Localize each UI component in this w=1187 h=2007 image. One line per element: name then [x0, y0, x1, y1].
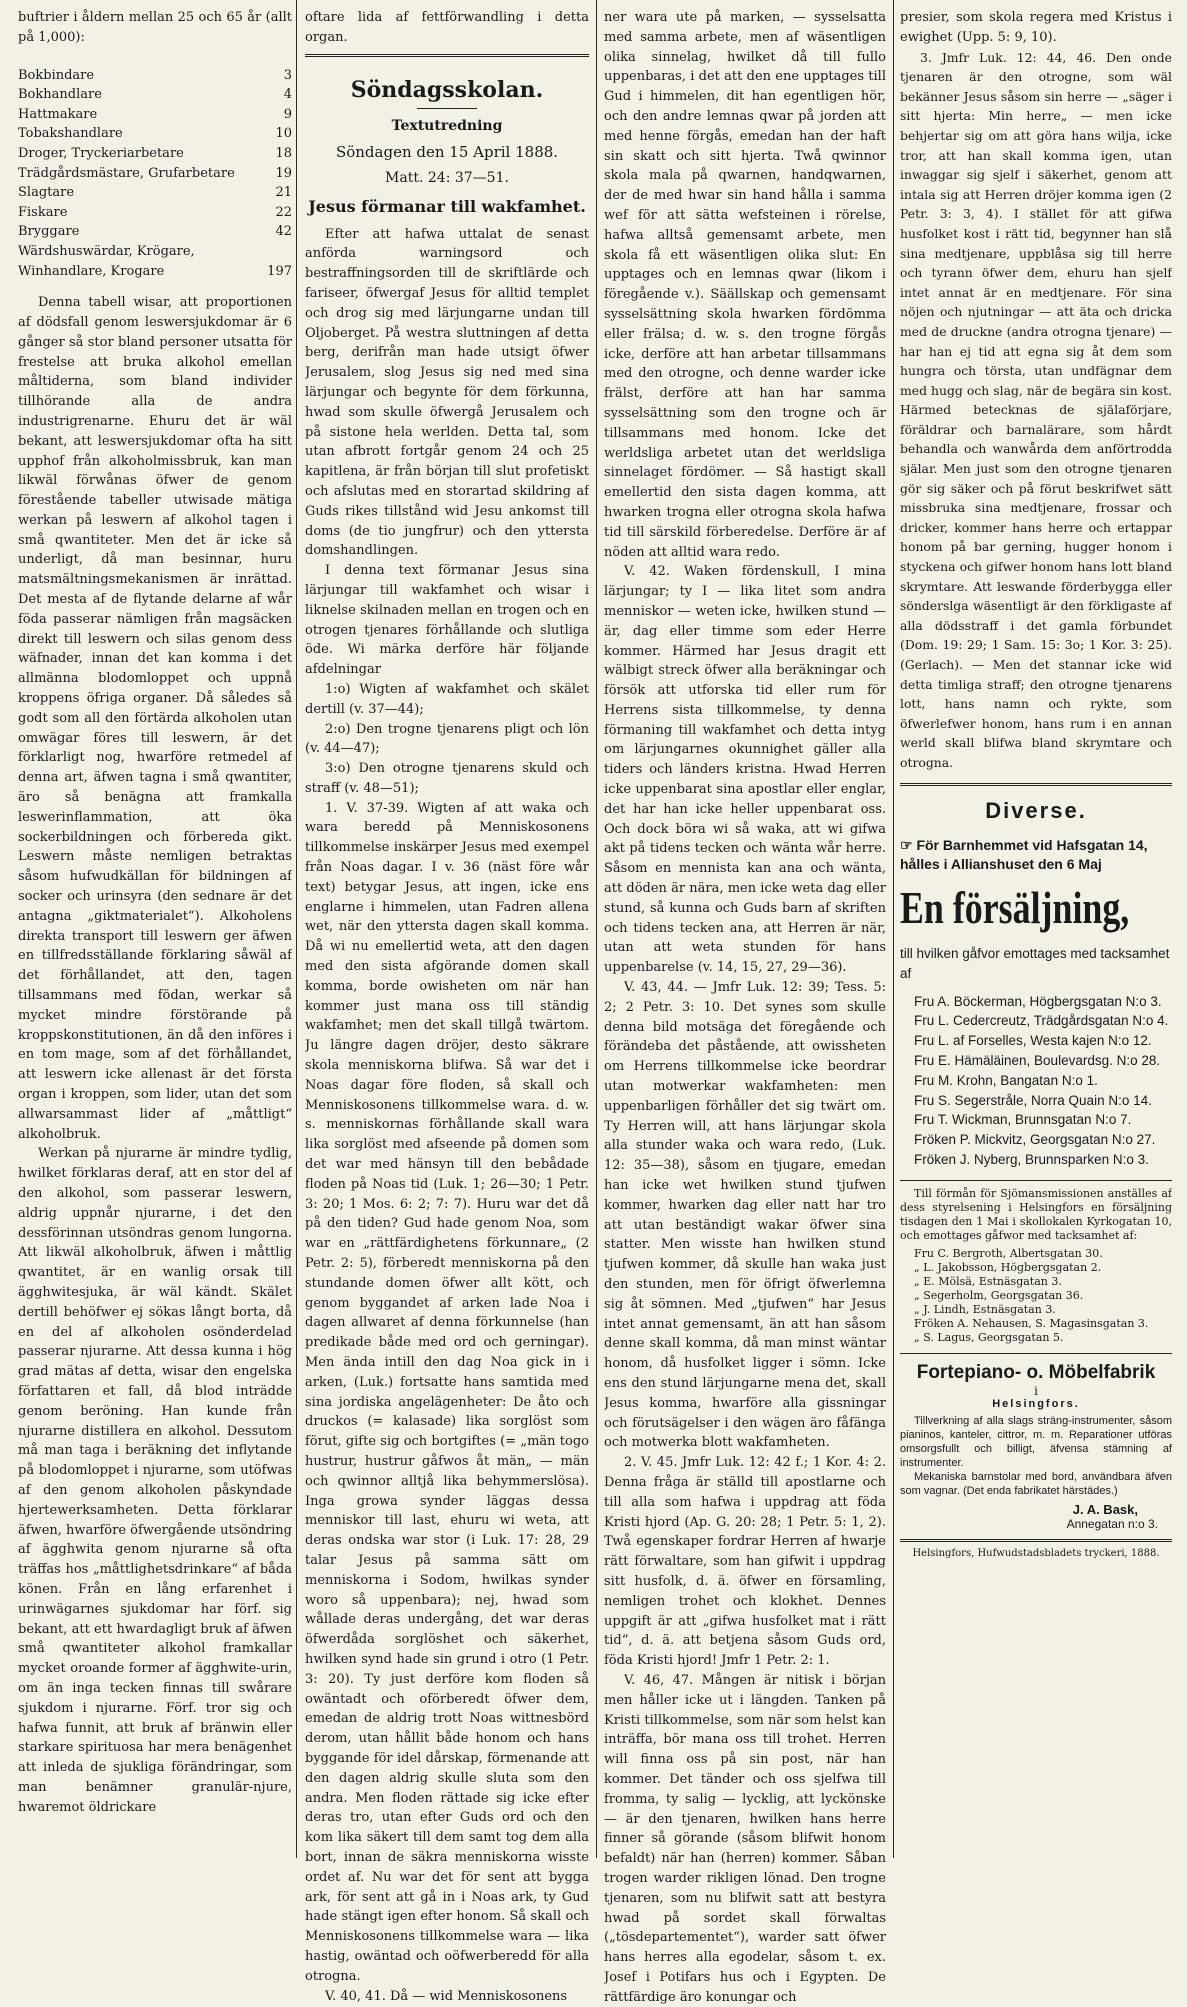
- section-divider: [305, 54, 589, 57]
- section-divider: [900, 1353, 1172, 1354]
- list-item: Fröken P. Mickvitz, Georgsgatan N:o 27.: [914, 1132, 1156, 1148]
- article-paragraph: 1. V. 37-39. Wigten af att waka och wara beredd på Menniskosonens tillkommelse inskärper Jesus med exempel från Noas dagar. I v. 36 (näst före wår text) betygar Jesus, att ingen, icke ens englarne i himmelen, utan Fadren allena wet, när den yttersta dagen skall komma. Då wi nu emellertid weta, att den dagen med den sista afgörande domen skall komma, borde owisheten om när han kommer just mana oss till ständig wakfamhet; men det skall tillgå twärtom. Ju längre dagen dröjer, desto säkrare skola menniskorna blifwa. Så war det i Noas dagar före floden, så skall och Menniskosonens tillkommelse wara. d. w. s. menniskornas förhållande skall wara lika sorglöst med afseende på domen som det war med hänsyn till den bebådade floden på Noas tid (Luk. 1; 26—30; 1 Petr. 3: 20; 1 Mos. 6: 2; 7: 7). Huru war det då på den tiden? Gud hade genom Noa, som war en „rättfärdighetens förkunnare„ (2 Petr. 2: 5), förberedt menniskorna på den stundande domen öfwer allt kött, och genom byggandet af arken lade Noa i dagen allwaret af denna förkunnelse (han predikade både med ord och gerningar). Men ända intill den dag Noa gick in i arken, (Luk.) fortsatte hans samtida med sina jordiska angelägenheter: De åto och druckos (= kalasade) lika sorglöst som förut, gifte sig och bortgiftes (= „män togo hustrur, hustrur gåfwos åt män„ — män och qwinnor alltjå lika behymmerslösa). Inga growa synder läggas dessa menniskor till last, ehuru wi weta, att deras ondska war stor (i Luk. 17: 28, 29 talar Jesus på samma sätt om menniskorna i Sodom, hwilkas synder woro så uppenbara); nej, hwad som wållade deras undergång, det war deras öfwerdåda sorglöshet och säkerhet, hwilken synd hade sin grund i otro (1 Petr. 3: 20). Ty just derföre kom floden så owäntadt och oförberedt öfwer dem, emedan de aldrig trott Noas wittnesbörd derom, utan hållit både honom och hans byggande för idel dårskap, förmenande att den dagen aldrig skulle sluta som den andra. Men floden rättade sig icke efter deras tro, utan efter Guds ord och den kom lika säkert till dem samt tog dem alla bort, innan de säkra menniskorna wisste ordet af. Nu war det för sent att bygga ark, för sent att gå in i Noas ark, ty Gud hade stängt igen efter honom. Så skall och Menniskosonens tillkommelse wara — lika hastig, owäntad och oöfwerberedd för alla otrogna.: [305, 800, 589, 1984]
- occupation-value: 21: [275, 185, 292, 201]
- occupation-label: Trädgårdsmästare, Grufarbetare: [18, 165, 235, 181]
- list-item: Fru T. Wickman, Brunnsgatan N:o 7.: [914, 1112, 1132, 1128]
- occupation-label: Fiskare: [18, 204, 68, 220]
- mission-donor-list: [900, 1247, 1172, 1345]
- piano-address: Annegatan n:o 3.: [1066, 1516, 1158, 1531]
- column-rule: [596, 0, 597, 1858]
- occupation-value: 3: [283, 67, 292, 83]
- article-paragraph: 3:o) Den otrogne tjenarens skuld och straff (v. 48—51);: [305, 761, 589, 796]
- article-paragraph: 1:o) Wigten af wakfamhet och skälet dertill (v. 37—44);: [305, 681, 589, 717]
- section-divider: [900, 1539, 1172, 1542]
- occupation-label: Bokhandlare: [18, 87, 102, 103]
- occupation-value: 9: [283, 106, 292, 122]
- list-item: Fru A. Böckerman, Högbergsgatan N:o 3.: [914, 993, 1162, 1009]
- table-row: [18, 222, 292, 242]
- table-row: [18, 85, 292, 105]
- table-row: [18, 144, 292, 164]
- title-underline: [417, 108, 477, 109]
- list-item: „ E. Mölsä, Estnäsgatan 3.: [914, 1274, 1062, 1288]
- list-item: „ L. Jakobsson, Högbergsgatan 2.: [914, 1260, 1102, 1274]
- donor-list: [900, 992, 1172, 1170]
- list-item: Fru S. Segerstråle, Norra Quain N:o 14.: [914, 1092, 1152, 1108]
- occupation-value: 197: [267, 263, 292, 279]
- list-item: Fru C. Bergroth, Albertsgatan 30.: [914, 1246, 1103, 1260]
- article-paragraph: V. 43, 44. — Jmfr Luk. 12: 39; Tess. 5: 2; 2 Petr. 3: 10. Det synes som skulle denna bild motsäga det föregående och förändeba det påstående, att owissheten om Herrens tillkommelse icke beordrar utan motwerkar wakfamheten: men uppenbarligen förhåller det sig twärt om. Ty Herren will, att hans lärjungar skola alla stunder waka och wara redo, (Luk. 12: 35—38), såsom en tjugare, emedan han icke wet hwilken stund tjufwen kommer, hwarken dag eller natt har tro att utan beständigt wakar öfwer sina statter. Men wisste han hwilken stund tjufwen kommer, då skulle han waka just den stunden, men för öfrigt öfwerlemna sig åt sömnen. Med „tjufwen“ har Jesus intet annat gemensamt, än att han såsom denne skall komma, då man minst wäntar honom, då husfolket ligger i sömn. Icke ens den stund lärjungarne mena det, skall Jesus komma, hwarföre alla gissningar och förutsägelser i den wägen äro fåfänga och motwerka blott wakfamheten.: [604, 980, 886, 1451]
- mission-notice: Till förmån för Sjömansmissionen anställes af dess styrelsening i Helsingfors en försäljning tisdagen den 1 Mai i skollokalen Kyrkogatan 10, och emottages gåfwor med tacksamhet af:: [900, 1186, 1172, 1242]
- article-paragraph: V. 40, 41. Då — wid Menniskosonens: [325, 1988, 568, 2004]
- sale-headline: En försäljning,: [900, 881, 1130, 933]
- article-paragraph: ner wara ute på marken, — sysselsatta med samma arbete, men af wäsentligen olika sinnelag, hwilket då till fullo uppenbaras, i det att den ene upptages till Gud i himmelen, dit han egentligen hör, och den andre lemnas qwar på jorden att med henne förgås, emedan han der haft sin skatt och sitt hjerta. Twå qwinnor skola mala på qwarnen, handqwarnen, der de med hwar sin hand hålla i samma wef för att sätta wefsteinen i rörelse, hafwa alltså gemensamt arbete, men skola få ett wäsentligen olika slut: En upptages och en lemnas qwar (likom i föregående v.). Säällskap och gemensamt sysselsättning skola hwarken fördömma eller frälsa; d. w. s. den trogne förgås icke, derföre att han arbetar tillsammans med den otrogne, och denne warder icke frälst, derföre att han har samma sysselsättning som den trogne och är tillsammans med honom. Icke det werldsliga arbetet utan det werldsliga sinnelaget fördömer. — Så hastigt skall emellertid den sista dagen komma, att hwarken trogna eller otrogna skola hafwa tid till särskild förberedelse. Derföre är af nöden att alltid wara redo.: [604, 10, 886, 560]
- table-row: [18, 164, 292, 184]
- table-row: [18, 124, 292, 144]
- piano-factory-title: Fortepiano- o. Möbelfabrik: [916, 1361, 1156, 1383]
- article-paragraph: I denna text förmanar Jesus sina lärjungar till wakfamhet och wisar i liknelse skilnaden mellan en trogen och en otrogen tjenares förhållande och slutliga öde. Wi märka derföre här följande afdelningar: [305, 563, 589, 678]
- list-item: Fru L. af Forselles, Westa kajen N:o 12.: [914, 1033, 1152, 1049]
- list-item: Fröken J. Nyberg, Brunnsparken N:o 3.: [914, 1151, 1149, 1167]
- article-paragraph: Denna tabell wisar, att proportionen af dödsfall genom leswersjukdomar är 6 gånger så stor bland personer utsatta för frestelse att bruka alkohol emellan måltiderna, som bland individer tillhörande alla de andra industrigrenarne. Ehuru det är wäl bekant, att leswersjukdomar ofta ha sitt upphof från alkoholmissbruk, kan man likwäl förwånas öfwer de genom förestående tabeller utwisade mätiga werkan på leswern af alkohol tagen i små qwantiteter. Men det är icke så underligt, då man besinnar, huru matsmältningsmekanismen är inrättad. Det mesta af de flytande delarne af wår föda passerar nämligen från magsäcken direkt till leswern och silas genom dess wäfnader, innan det kan komma i det allmänna blodomloppet och uppnå kroppens öfriga organer. Då således så godt som all den förtärda alkoholen utan omwägar föres till leswern, är det förklarligt nog, hwarföre retmedel af denna art, äfwen tagna i små qwantiter, äro så benägna att framkalla leswerinflammation, att öka sockerbildningen och förbereda gikt. Leswern måste nemligen betraktas såsom hufwudkällan för bildningen af socker och urinsyra (den sednare är det antagna „giktmaterialet“). Alkoholens direkta transport till leswern ger äfwen en tillfredsställande förklaring såwäl af det förhållandet, att den, tagen tillsammans med födan, werkar så mycket mindre förstörande på kroppskonstitutionen, än då den införes i en tom mage, som af det förhållandet, att leswern icke allenast är det första organ i kroppen, som lider, utan det som allwarsammast lider af „måttligt“ alkoholbruk.: [18, 295, 292, 1142]
- pointing-hand-icon: ☞: [900, 836, 913, 853]
- occupation-value: 22: [275, 204, 292, 220]
- article-paragraph: Efter att hafwa uttalat de senast anförda warningsord och bestraffningsorden till de skriftlärde och fariseer, öfwergaf Jesus för alltid templet och drog sig med lärjungarne undan till Oljoberget. På westra sluttningen af detta berg, derifrån man hade utsigt öfwer Jerusalem, slog Jesus sig ned med sina lärjungar och begynte för dem förkunna, hwad som skulle öfwergå Jerusalem och på sistone hela werlden. Detta tal, som utan afbrott fortgår genom 24 och 25 kapitlena, är från början till slut profetiskt och afslutas med en storartad skildring af Guds rikes tillstånd wid Jesu ankomst till doms (de tio jungfrur) och den yttersta domshandlingen.: [305, 226, 589, 559]
- table-row: [18, 242, 292, 281]
- occupation-value: 18: [275, 145, 292, 161]
- article-paragraph: 3. Jmfr Luk. 12: 44, 46. Den onde tjenaren är den otrogne, som wäl bekänner Jesus såsom sin herre — „säger i sitt hjerta: Min herre„ — men icke behjertar sig om att göra hans wilja, icke tror, att han skall komma igen, utan inwaggar sig sjelf i säkerhet, genom att intala sig att Herren dröjer komma igen (2 Petr. 3: 3, 4). I stället för att gifwa husfolket kost i rätt tid, begynner han slå sina medtjenare, uppblåsa sig till herre och tyrann öfwer dem, ehuru han sjelf intet annat är en medtjenare. För sina nöjen och njutningar — att äta och dricka med de druckne (andra otrogna tjenare) — har han ej tid att egna sig åt dem som hungra och törsta, utan undfägnar dem med hugg och slag, när de begära sin kost. Härmed betecknas de själaförjare, föräldrar och barnalärare, som hårdt behandla och wanwårda dem anförtrodda själar. Men just som den otrogne tjenaren gör sig säker och på förut beskrifwet sätt missbruka sina medtjenare, frossar och dricker, kommer hans herre och ertappar honom på bar gerning, hugger honom i styckena och gifwer honom hans lott bland skrymtare. Att leswande förderbygga eller sönderslga wäsentligt är den förkligaste af alla dödsstraff i det gamla förbundet (Dom. 19: 29; 1 Sam. 15: 3o; 1 Kor. 3: 25). (Gerlach). — Men det stannar icke wid detta timliga straff; den otrogne tjenarens lott, hans namn och rykte, som öfwerlefwer honom, hans rum i en annan werld skall blifwa bland skrymtare och otrogna.: [900, 49, 1172, 770]
- notice-heading: ☞ För Barnhemmet vid Hafsgatan 14, hålles i Allianshuset den 6 Maj: [900, 836, 1148, 872]
- occupation-label: Wärdshuswärdar, Krögare, Winhandlare, Krogare: [18, 243, 195, 279]
- occupation-label: Slagtare: [18, 185, 75, 201]
- article-paragraph: Werkan på njurarne är mindre tydlig, hwilket förklaras deraf, att en stor del af den alkohol, som passerar leswern, aldrig uppnår njurarne, i det den dessförinnan utsöndras genom lungorna. Att likwäl alkoholbruk, äfwen i måttlig qwantitet, är en wanlig orsak till ägghwitesjuka, är wäl kändt. Skälet dertill behöfwer ej sökas långt borta, då en del af alkoholen osönderdelad passerar njurarne. Att dessa kunna i hög grad mätas af detta, wisar den engelska författaren et fall, då blod inträdde genom beröning. Han kunde från njurarne distillera en alkohol. Dessutom må man taga i beräkning det inflytande på blodomloppet i njurarne, som utöfwas af den genom alkoholen påskyndade hjertewerksamheten. Detta förklarar äfwen, hwarföre öfwergående utsöndring af ägghwita genom njurarne så ofta träffas hos „måttlighetsdrinkare“ af båda könen. Från en lång erfarenhet i urinwägarnes sjukdomar har förf. sig bekant, att ett hwardagligt bruk af äfwen små qwantiteter alkohol framkallar mycket oroande former af ägghwite-urin, om än inga tecken finnas till swårare sjukdom i njurarne. Förf. tror sig och hafwa funnit, att bruk af bränwin eller starkare spirituosa har mera benägenhet att inleda de sjukliga förändringar, som man benämner granulär-njure, hwaremot öldrickare: [18, 1146, 292, 1815]
- occupation-label: Bokbindare: [18, 67, 95, 83]
- list-item: Fru M. Krohn, Bangatan N:o 1.: [914, 1072, 1098, 1088]
- column-2: [305, 0, 589, 2006]
- occupation-value: 42: [275, 224, 292, 240]
- occupation-value: 10: [275, 126, 292, 142]
- occupation-value: 4: [283, 87, 292, 103]
- list-item: Fru E. Hämäläinen, Boulevardsg. N:o 28.: [914, 1052, 1161, 1068]
- piano-description: Tillverkning af alla slags sträng-instrumenter, såsom pianinos, kanteler, cittror, m. m. Reparationer utföras omsorgsfullt och billigt, äfvensa stämning af instrumenter.: [900, 1414, 1172, 1469]
- article-paragraph: V. 46, 47. Mången är nitisk i början men håller icke ut i längden. Tanken på Kristi tillkommelse, som när som helst kan inträffa, bör mana oss till trohet. Herren will finna oss på sin post, när han kommer. Det tänder och oss sjelfwa till fromma, ty salig — lycklig, att lyckönske — är den tjenaren, hwilken hans herre finner så görande (såsom blifwit honom befaldt) när han (herren) kommer. Såban trogen warder rikligen lönad. Den trogne tjenaren, som nu blifwit satt att bestyra hwad på sordet skall förwaltas („tösdepartementet“), warder satt öfwer hans herres alla egodelar, såsom t. ex. Josef i Potifars hus och i Egypten. De rättfärdige äro konungar och: [604, 1672, 886, 2005]
- section-divider: [900, 783, 1172, 786]
- column-1: [18, 0, 292, 1817]
- article-end-text: oftare lida af fettförwandling i detta organ.: [305, 10, 589, 45]
- notice-text: till hvilken gåfvor emottages med tacksamhet af: [900, 945, 1170, 981]
- intro-text: buftrier i åldern mellan 25 och 65 år (allt på 1,000):: [18, 10, 292, 45]
- list-item: „ S. Lagus, Georgsgatan 5.: [914, 1330, 1064, 1344]
- list-item: Fru L. Cedercreutz, Trädgårdsgatan N:o 4.: [914, 1013, 1169, 1029]
- article-paragraph: 2:o) Den trogne tjenarens pligt och lön (v. 44—47);: [305, 721, 589, 757]
- column-rule: [893, 0, 894, 1858]
- list-item: Fröken A. Nehausen, S. Magasinsgatan 3.: [914, 1316, 1149, 1330]
- occupation-value: 19: [275, 165, 292, 181]
- section-title: Söndagsskolan.: [350, 76, 544, 103]
- table-row: [18, 105, 292, 125]
- article-paragraph: 2. V. 45. Jmfr Luk. 12: 42 f.; 1 Kor. 4: 2. Denna fråga är ställd till apostlarne och till alla som hafwa i uppdrag att föda Kristi hjord (Ap. G. 20: 28; 1 Petr. 5: 1, 2). Twå egenskaper fordrar Herren af hwarje rätt förwaltare, som han gifwit i uppdrag sitt husfolk, d. ä. öfwer en församling, nemligen trohet och klokhet. Dennes uppgift är att „gifwa husfolket mat i rätt tid“, d. ä. att betjena såsom Guds ord, föda Kristi hjord! Jmfr 1 Petr. 2: 1.: [604, 1455, 886, 1669]
- piano-description-2: Mekaniska barnstolar med bord, användbara äfven som vagnar. (Det enda fabrikatet härstädes.): [900, 1470, 1172, 1497]
- table-row: [18, 183, 292, 203]
- table-row: [18, 203, 292, 223]
- occupation-label: Tobakshandlare: [18, 126, 123, 142]
- article-headline: Jesus förmanar till wakfamhet.: [308, 196, 586, 216]
- piano-city: Helsingfors.: [992, 1397, 1080, 1410]
- section-divider: [900, 1180, 1172, 1181]
- printer-imprint: Helsingfors, Hufwudstadsbladets tryckeri, 1888.: [912, 1547, 1160, 1559]
- occupation-label: Hattmakare: [18, 106, 98, 122]
- diverse-title: Diverse.: [985, 797, 1087, 823]
- occupation-label: Bryggare: [18, 224, 80, 240]
- article-paragraph: V. 42. Waken fördenskull, I mina lärjungar; ty I — lika litet som andra menniskor — weten icke, hwilken stund — är, dag eller timme som eder Herre kommer. Härmed har Jesus dragit ett wälbigt streck öfwer alla beräkningar och försök att utforska tid eller rum för Herrens sista tillkommelse, ty denna förmaning till wakfamhet och detta intyg om lärjungarnes okunnighet gäller alla tiders och länders kristna. Hwad Herren icke uppenbarat sina apostlar eller englar, det har han icke heller uppenbarat oss. Och dock böra wi så waka, att wi gifwa akt på tidens tecken och wänta wår herre. Såsom en mennista kan ana och wänta, att döden är nära, men icke weta dag eller stund, så kunna och Guds barn af skriften och tidens tecken ana, att Herren är när, utan att weta stunden för hans uppenbarelse (v. 14, 15, 27, 29—36).: [604, 564, 886, 976]
- scripture-reference: Matt. 24: 37—51.: [385, 169, 509, 186]
- occupation-label: Droger, Tryckeriarbetare: [18, 145, 184, 161]
- piano-signature: J. A. Bask,: [1072, 1501, 1138, 1517]
- mortality-table: [18, 66, 292, 282]
- table-row: [18, 66, 292, 86]
- subtitle: Textutredning: [391, 118, 503, 135]
- piano-i: i: [1034, 1383, 1038, 1398]
- list-item: „ Segerholm, Georgsgatan 36.: [914, 1288, 1084, 1302]
- column-rule: [296, 0, 297, 1858]
- article-paragraph: presier, som skola regera med Kristus i ewighet (Upp. 5: 9, 10).: [900, 10, 1172, 45]
- sermon-date: Söndagen den 15 April 1888.: [335, 143, 559, 162]
- column-3: [604, 0, 886, 2007]
- list-item: „ J. Lindh, Estnäsgatan 3.: [914, 1302, 1056, 1316]
- column-4: [900, 0, 1172, 1858]
